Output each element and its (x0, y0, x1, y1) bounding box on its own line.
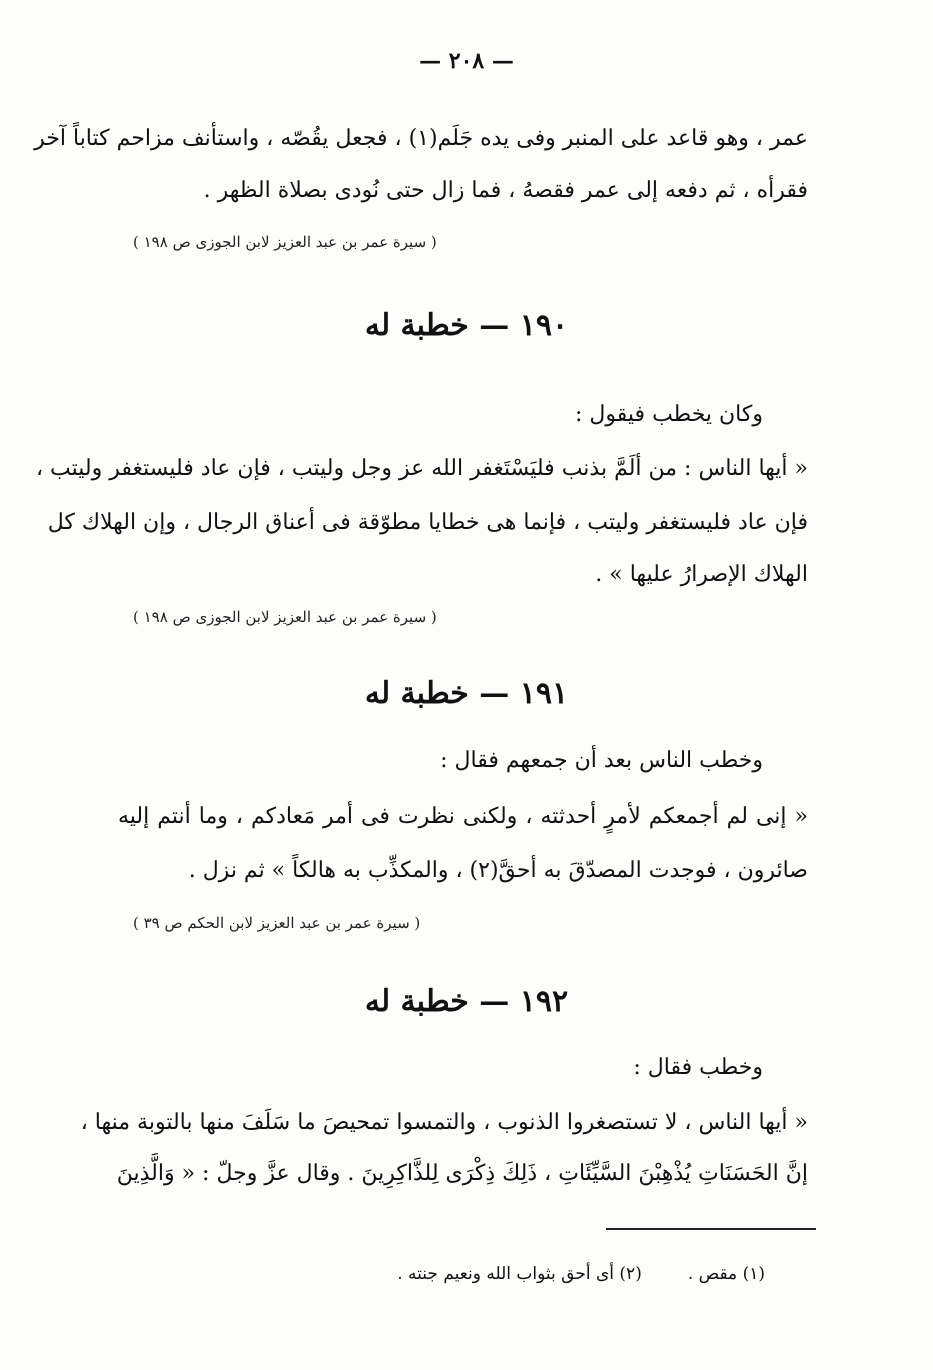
section-intro-190: وكان يخطب فيقول : (575, 402, 763, 427)
sermon-line: « أيها الناس : من ألَمَّ بذنب فليَسْتَغفر الله عز وجل وليتب ، فإن عاد فليستغفر وليتب ، (35, 456, 808, 481)
sermon-line: الهلاك الإصرارُ عليها » . (595, 562, 808, 587)
section-heading-191: ١٩١ — خطبة له (364, 676, 569, 711)
footnotes (397, 1264, 765, 1284)
page-number: — ٢٠٨ — (419, 48, 514, 74)
sermon-line: « إنى لم أجمعكم لأمرٍ أحدثته ، ولكنى نظرت فى أمر مَعادكم ، وما أنتم إليه (118, 804, 808, 829)
footnote-divider (606, 1228, 816, 1230)
source-citation: ( سيرة عمر بن عبد العزيز لابن الجوزى ص ١٩٨ ) (133, 608, 437, 626)
section-heading-190: ١٩٠ — خطبة له (364, 308, 569, 343)
opening-line-2: فقرأه ، ثم دفعه إلى عمر فقصهُ ، فما زال حتى نُودى بصلاة الظهر . (203, 178, 808, 203)
sermon-line: « أيها الناس ، لا تستصغروا الذنوب ، والتمسوا تمحيصَ ما سَلَفَ منها بالتوبة منها ، (80, 1110, 808, 1135)
source-citation: ( سيرة عمر بن عبد العزيز لابن الجوزى ص ١٩٨ ) (133, 233, 437, 251)
footnote-2: (٢) أى أحق بثواب الله ونعيم جنته . (397, 1264, 642, 1284)
sermon-line: فإن عاد فليستغفر وليتب ، فإنما هى خطايا مطوّقة فى أعناق الرجال ، وإن الهلاك كل (47, 510, 808, 535)
opening-line-1: عمر ، وهو قاعد على المنبر وفى يده جَلَم(١) ، فجعل يقُصّه ، واستأنف مزاحم كتاباً آخر (34, 126, 808, 151)
footnote-1: (١) مقص . (687, 1264, 765, 1284)
sermon-line: صائرون ، فوجدت المصدّقَ به أحقَّ(٢) ، والمكذِّب به هالكاً » ثم نزل . (188, 858, 808, 883)
section-heading-192: ١٩٢ — خطبة له (364, 984, 569, 1019)
section-intro-192: وخطب فقال : (633, 1055, 763, 1080)
source-citation: ( سيرة عمر بن عبد العزيز لابن الحكم ص ٣٩ ) (133, 914, 421, 932)
section-intro-191: وخطب الناس بعد أن جمعهم فقال : (440, 748, 763, 773)
sermon-line: إنَّ الحَسَنَاتِ يُذْهِبْنَ السَّيِّئَاتِ ، ذَلِكَ ذِكْرَى لِلذَّاكِرِينَ . وقال عزَّ وجلّ : « وَالَّذِينَ (116, 1161, 808, 1186)
